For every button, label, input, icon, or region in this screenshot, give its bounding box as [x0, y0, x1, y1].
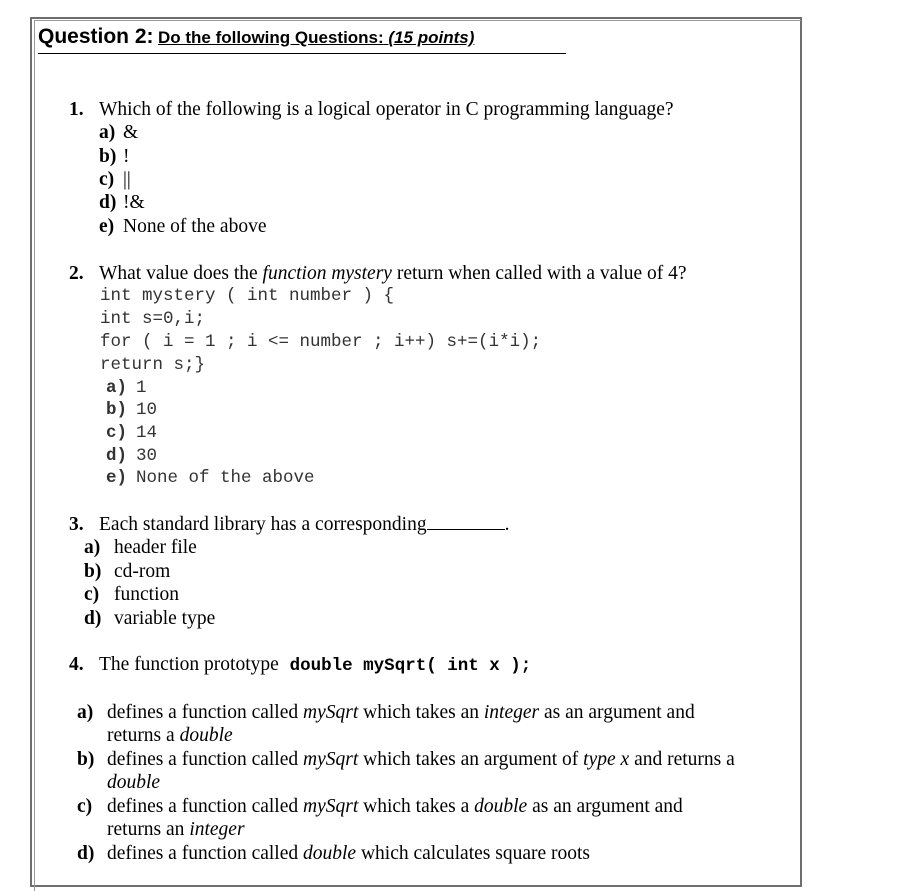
q1-option-c: c) ||	[99, 169, 131, 190]
q4-code: double mySqrt( int x );	[289, 656, 532, 676]
question-header	[38, 25, 474, 49]
q3-number: 3.	[69, 514, 84, 535]
q1-option-d: d) !&	[99, 192, 145, 213]
q4-option-b-line2: double	[107, 772, 161, 793]
header-underline	[38, 53, 566, 54]
q2-option-c: c) 14	[106, 423, 158, 443]
q2-option-e: e) None of the above	[106, 468, 315, 488]
q3-option-b: b) cd-rom	[84, 561, 171, 582]
q2-code-line-2: int s=0,i;	[100, 309, 206, 329]
q4-option-a-line2: returns a double	[107, 725, 233, 746]
q3-option-a: a) header file	[84, 537, 197, 558]
q1-stem	[69, 99, 674, 121]
question-points: (15 points)	[388, 28, 475, 47]
q2-option-b: b) 10	[106, 400, 158, 420]
q2-code-line-4: return s;}	[100, 355, 206, 375]
question-label: Question 2:	[38, 25, 154, 48]
q1-option-e: e) None of the above	[99, 216, 267, 237]
q1-number: 1.	[69, 99, 84, 120]
q4-stem	[69, 654, 531, 676]
q4-option-a: a) defines a function called mySqrt which takes an integer as an argument and	[77, 702, 695, 723]
q3-option-c: c) function	[84, 584, 179, 605]
q3-stem: 3. Each standard library has a corresponding .	[69, 514, 510, 535]
q4-option-c-line2: returns an integer	[107, 819, 245, 840]
q4-option-d: d) defines a function called double which calculates square roots	[77, 843, 590, 864]
q1-option-a: a) &	[99, 122, 139, 143]
q2-code-line-1: int mystery ( int number ) {	[100, 286, 395, 306]
q2-code-line-3: for ( i = 1 ; i <= number ; i++) s+=(i*i);	[100, 332, 542, 352]
q2-number: 2.	[69, 263, 84, 284]
q4-text: The function prototype	[99, 654, 279, 675]
q2-stem: 2. What value does the function mystery return when called with a value of 4?	[69, 263, 687, 284]
q2-option-d: d) 30	[106, 446, 158, 466]
q4-option-c: c) defines a function called mySqrt which takes a double as an argument and	[77, 796, 683, 817]
q2-italic: function mystery	[262, 263, 392, 284]
q3-text: Each standard library has a corresponding	[99, 514, 427, 535]
q3-option-d: d) variable type	[84, 608, 216, 629]
q2-option-a: a) 1	[106, 378, 147, 398]
q3-blank	[427, 528, 505, 530]
q1-text: Which of the following is a logical operator in C programming language?	[99, 99, 674, 120]
q1-option-b: b) !	[99, 146, 130, 167]
q4-number: 4.	[69, 654, 84, 675]
q4-option-b: b) defines a function called mySqrt which takes an argument of type x and returns a	[77, 749, 735, 770]
question-instruction: Do the following Questions:	[157, 28, 384, 47]
